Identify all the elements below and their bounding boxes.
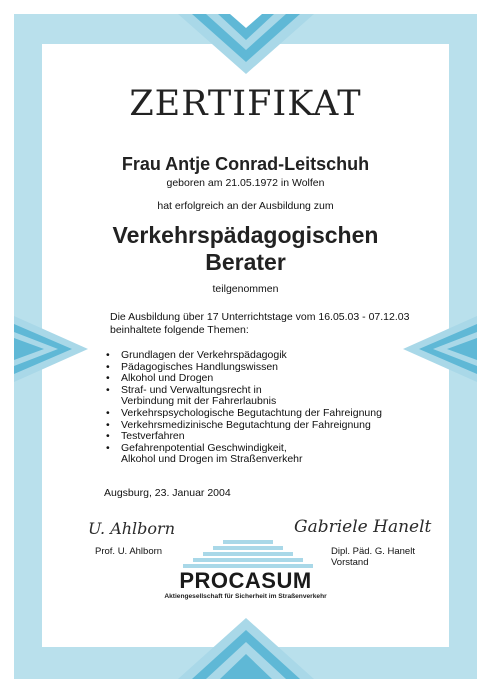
success-line: hat erfolgreich an der Ausbildung zum [157,200,334,212]
course-title-line: Verkehrspädagogischen [112,222,379,248]
topic-item [106,385,382,408]
signature-right [292,506,432,542]
signature-left-text: U. Ahlborn [88,519,175,538]
intro-line: Die Ausbildung über 17 Unterrichtstage vom 16.05.03 - 07.12.03 [110,311,410,323]
recipient-name: Frau Antje Conrad-Leitschuh [121,154,370,174]
topic-line: • Grundlagen der Verkehrspädagogik [121,349,287,361]
topic-line: • Verkehrspsychologische Begutachtung der Fahreignung [121,406,382,419]
topic-line: • Alkohol und Drogen [121,372,214,385]
signature-right-text: Gabriele Hanelt [294,517,432,537]
top-chevron-ornament [178,14,314,76]
topic-line: • Straf- und Verwaltungsrecht in [121,383,262,396]
intro-line: beinhaltete folgende Themen: [110,324,249,336]
bottom-chevron-ornament [178,618,314,679]
course-title-line: Berater [205,249,286,275]
topics-list [106,350,382,466]
certificate-title: ZERTIFIKAT [129,84,362,124]
signer-right-name: Dipl. Päd. G. Hanelt [331,546,415,557]
topic-line: Verbindung mit der Fahrerlaubnis [121,395,277,408]
bottom-pyramid-ornament [183,538,313,570]
topic-item [106,408,382,420]
topic-item [106,431,382,443]
topic-line: Alkohol und Drogen im Straßenverkehr [121,453,303,466]
signature-left [86,512,196,542]
topic-item [106,443,382,466]
signer-right-role: Vorstand [331,557,369,568]
procasum-subtitle: Aktiengesellschaft für Sicherheit im Straßenverkehr [164,593,327,600]
signer-left: Prof. U. Ahlborn [95,546,163,557]
topic-line: • Testverfahren [121,430,185,443]
participated-line: teilgenommen [212,283,279,295]
topic-line: • Verkehrsmedizinische Begutachtung der Fahreignung [121,418,371,431]
left-chevron-ornament [14,316,90,382]
course-title [0,222,491,276]
procasum-logo: PROCASUM [179,568,312,593]
birth-line: geboren am 21.05.1972 in Wolfen [166,177,325,189]
topic-line: • Gefahrenpotential Geschwindigkeit, [121,441,287,454]
topic-item [106,350,382,362]
signer-right [331,546,415,568]
course-intro [110,311,430,337]
place-date: Augsburg, 23. Januar 2004 [104,487,231,499]
topic-line: • Pädagogisches Handlungswissen [121,360,279,373]
